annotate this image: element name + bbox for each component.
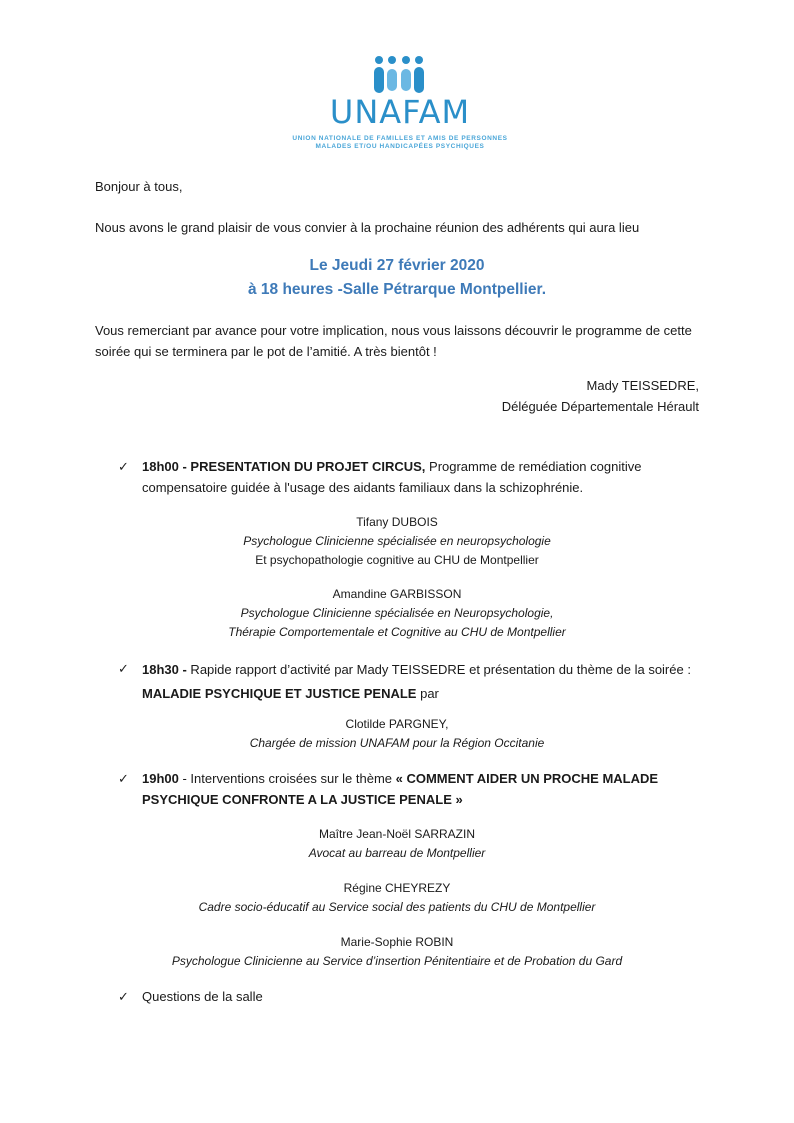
speaker-role: Psychologue Clinicienne au Service d’insertion Pénitentiaire et de Probation du Gard [171,954,623,968]
check-icon: ✓ [118,771,129,786]
program-item-3-theme: « COMMENT AIDER UN PROCHE MALADE PSYCHIQUE CONFRONTE A LA JUSTICE PENALE » [142,771,659,807]
logo-subtitle-line1: UNION NATIONALE DE FAMILLES ET AMIS DE PERSONNES [292,135,508,142]
logo-subtitle [250,135,550,151]
speaker-name: Marie-Sophie ROBIN [340,935,454,949]
logo-wordmark: UNAFAM [329,93,471,131]
speaker-4 [0,825,794,863]
program-item-2-bold: 18h30 - [142,662,187,677]
greeting: Bonjour à tous, [95,179,183,194]
signature-name: Mady TEISSEDRE, [586,378,699,393]
program-item-2-text [142,658,698,706]
signature-title: Déléguée Départementale Hérault [501,399,699,414]
speaker-role: Et psychopathologie cognitive au CHU de Montpellier [255,553,539,567]
speaker-6 [0,933,794,971]
speaker-name: Régine CHEYREZY [343,881,451,895]
program-item-2-par: par [416,686,439,701]
check-icon: ✓ [118,661,129,676]
logo-subtitle-line2: MALADES ET/OU HANDICAPÉES PSYCHIQUES [315,143,485,150]
speaker-role: Psychologue Clinicienne spécialisée en Neuropsychologie, [240,606,554,620]
speaker-name: Amandine GARBISSON [332,587,462,601]
speaker-3 [0,715,794,753]
program-item-4-text: Questions de la salle [142,989,263,1004]
speaker-role: Thérapie Comportementale et Cognitive au CHU de Montpellier [228,625,566,639]
check-icon: ✓ [118,459,129,474]
speaker-name: Tifany DUBOIS [356,515,438,529]
speaker-name: Clotilde PARGNEY, [345,717,449,731]
program-item-1-desc: Programme de remédiation cognitive compensatoire guidée à l'usage des aidants familiaux dans la schizophrénie. [142,459,642,495]
speaker-2 [0,585,794,642]
unafam-logo [250,55,550,160]
event-place: à 18 heures -Salle Pétrarque Montpellier. [247,281,547,298]
speaker-5 [0,879,794,917]
program-item-1-text [142,456,698,498]
program-item-2-desc: Rapide rapport d’activité par Mady TEISSEDRE et présentation du thème de la soirée : [186,662,691,677]
speaker-role: Chargée de mission UNAFAM pour la Région Occitanie [249,736,545,750]
thanks-paragraph: Vous remerciant par avance pour votre implication, nous vous laissons découvrir le programme de cette soirée qui se terminera par le pot de l’amitié. A très bientôt ! [95,323,692,359]
speaker-role: Avocat au barreau de Montpellier [308,846,486,860]
speaker-role: Cadre socio-éducatif au Service social des patients du CHU de Montpellier [198,900,596,914]
event-date: Le Jeudi 27 février 2020 [309,257,485,274]
program-item-2-theme: MALADIE PSYCHIQUE ET JUSTICE PENALE [142,686,417,701]
people-logo-icon [370,55,428,95]
program-item-3-desc: - Interventions croisées sur le thème [178,771,396,786]
speaker-name: Maître Jean-Noël SARRAZIN [318,827,476,841]
program-item-3-text [142,768,698,810]
speaker-1 [0,513,794,570]
program-item-1-bold: 18h00 - PRESENTATION DU PROJET CIRCUS, [142,459,426,474]
speaker-role: Psychologue Clinicienne spécialisée en neuropsychologie [243,534,551,548]
program-item-3-bold: 19h00 [142,771,179,786]
intro-paragraph: Nous avons le grand plaisir de vous convier à la prochaine réunion des adhérents qui aura lieu [95,220,640,235]
check-icon: ✓ [118,989,129,1004]
